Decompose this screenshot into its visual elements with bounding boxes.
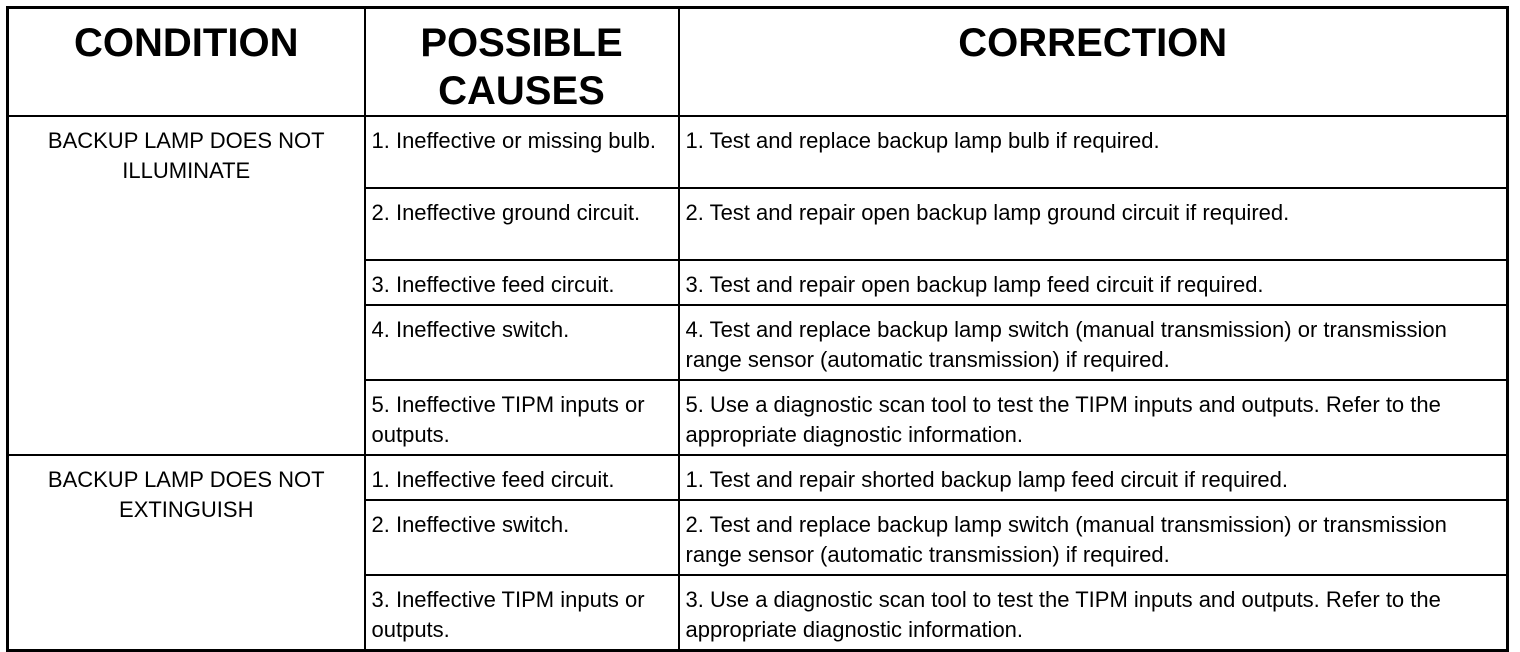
cause-cell: 1. Ineffective or missing bulb. <box>365 116 679 188</box>
correction-cell: 2. Test and repair open backup lamp ground circuit if required. <box>679 188 1508 260</box>
condition-cell-extinguish: BACKUP LAMP DOES NOT EXTINGUISH <box>8 455 365 651</box>
correction-cell: 3. Test and repair open backup lamp feed circuit if required. <box>679 260 1508 305</box>
correction-cell: 4. Test and replace backup lamp switch (manual transmission) or transmission range sensor (automatic transmission) if required. <box>679 305 1508 380</box>
header-condition: CONDITION <box>8 8 365 117</box>
header-correction: CORRECTION <box>679 8 1508 117</box>
cause-cell: 5. Ineffective TIPM inputs or outputs. <box>365 380 679 455</box>
condition-cell-illuminate: BACKUP LAMP DOES NOT ILLUMINATE <box>8 116 365 455</box>
cause-cell: 1. Ineffective feed circuit. <box>365 455 679 500</box>
cause-cell: 3. Ineffective feed circuit. <box>365 260 679 305</box>
table-row <box>8 116 1508 188</box>
cause-cell: 2. Ineffective switch. <box>365 500 679 575</box>
diagnosis-table-container <box>6 6 1506 642</box>
correction-cell: 1. Test and replace backup lamp bulb if required. <box>679 116 1508 188</box>
cause-cell: 4. Ineffective switch. <box>365 305 679 380</box>
correction-cell: 5. Use a diagnostic scan tool to test the TIPM inputs and outputs. Refer to the appropriate diagnostic information. <box>679 380 1508 455</box>
correction-cell: 2. Test and replace backup lamp switch (manual transmission) or transmission range sensor (automatic transmission) if required. <box>679 500 1508 575</box>
header-row <box>8 8 1508 117</box>
correction-cell: 1. Test and repair shorted backup lamp feed circuit if required. <box>679 455 1508 500</box>
diagnosis-table <box>6 6 1509 652</box>
correction-cell: 3. Use a diagnostic scan tool to test the TIPM inputs and outputs. Refer to the appropriate diagnostic information. <box>679 575 1508 651</box>
header-possible-causes: POSSIBLE CAUSES <box>365 8 679 117</box>
cause-cell: 3. Ineffective TIPM inputs or outputs. <box>365 575 679 651</box>
table-row <box>8 455 1508 500</box>
cause-cell: 2. Ineffective ground circuit. <box>365 188 679 260</box>
